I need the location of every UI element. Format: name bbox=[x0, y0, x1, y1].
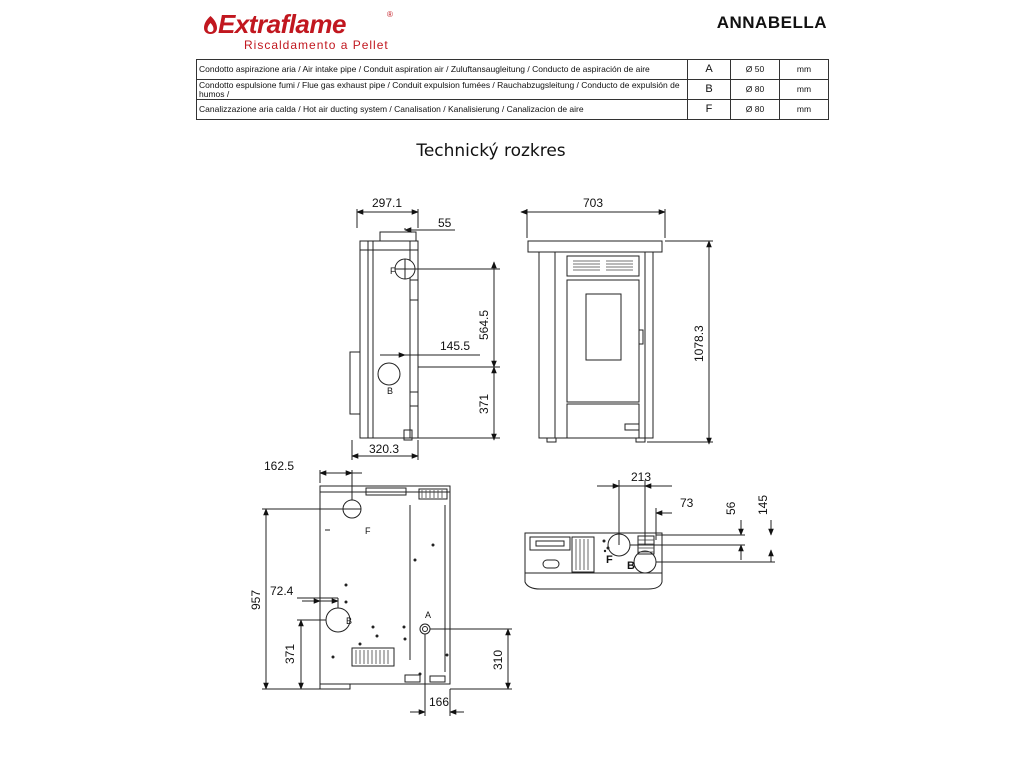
row-diameter: Ø 80 bbox=[731, 100, 780, 120]
dim-side-depth-bottom: 320.3 bbox=[369, 442, 400, 456]
drawing-caption: Technický rozkres bbox=[416, 141, 566, 161]
dim-side-upper-height: 564.5 bbox=[477, 309, 491, 340]
row-description: Canalizzazione aria calda / Hot air ducting system / Canalisation / Kanalisierung / Canalizacion de aire bbox=[197, 100, 688, 120]
brand-tagline: Riscaldamento a Pellet bbox=[244, 38, 389, 52]
dim-top-small-height: 56 bbox=[724, 501, 738, 515]
row-code: F bbox=[688, 100, 731, 120]
row-unit: mm bbox=[780, 60, 829, 80]
row-unit: mm bbox=[780, 100, 829, 120]
label-f-top: F bbox=[606, 554, 613, 566]
label-f-rear: F bbox=[365, 526, 371, 536]
dim-side-outlet-depth: 145.5 bbox=[440, 339, 471, 353]
row-description: Condotto espulsione fumi / Flue gas exhaust pipe / Conduit expulsion fumées / Rauchabzugsleitung / Conducto de expulsión de humos / bbox=[197, 80, 688, 100]
label-b-side: B bbox=[387, 386, 394, 396]
model-name: ANNABELLA bbox=[716, 13, 827, 32]
dim-rear-b-height: 371 bbox=[283, 643, 297, 664]
front-view bbox=[521, 209, 713, 444]
dim-front-height: 1078.3 bbox=[692, 325, 706, 362]
dim-top-large-height: 145 bbox=[756, 494, 770, 515]
dim-rear-f-offset: 162.5 bbox=[264, 459, 295, 473]
label-b-rear: B bbox=[346, 616, 353, 626]
dim-side-depth-top: 297.1 bbox=[372, 196, 403, 210]
label-a-rear: A bbox=[425, 610, 432, 620]
rear-view bbox=[262, 470, 512, 716]
dim-side-lower-height: 371 bbox=[477, 393, 491, 414]
row-unit: mm bbox=[780, 80, 829, 100]
row-diameter: Ø 80 bbox=[731, 80, 780, 100]
row-code: B bbox=[688, 80, 731, 100]
dim-rear-b-offset: 72.4 bbox=[270, 584, 294, 598]
dim-top-width: 213 bbox=[631, 470, 652, 484]
brand-logo: Extraflame bbox=[218, 9, 346, 39]
registered-mark: ® bbox=[387, 10, 393, 19]
dim-rear-a-height: 310 bbox=[491, 649, 505, 670]
label-f-side: F bbox=[390, 266, 396, 276]
row-code: A bbox=[688, 60, 731, 80]
top-view bbox=[525, 480, 775, 589]
row-diameter: Ø 50 bbox=[731, 60, 780, 80]
dim-front-width: 703 bbox=[583, 196, 604, 210]
dim-side-offset-top: 55 bbox=[438, 216, 452, 230]
label-b-top: B bbox=[627, 560, 635, 572]
dim-top-offset: 73 bbox=[680, 496, 694, 510]
dim-rear-height: 957 bbox=[249, 589, 263, 610]
dim-rear-a-offset: 166 bbox=[429, 695, 450, 709]
row-description: Condotto aspirazione aria / Air intake pipe / Conduit aspiration air / Zuluftansaugleitung / Conducto de aspiración de aire bbox=[197, 60, 688, 80]
